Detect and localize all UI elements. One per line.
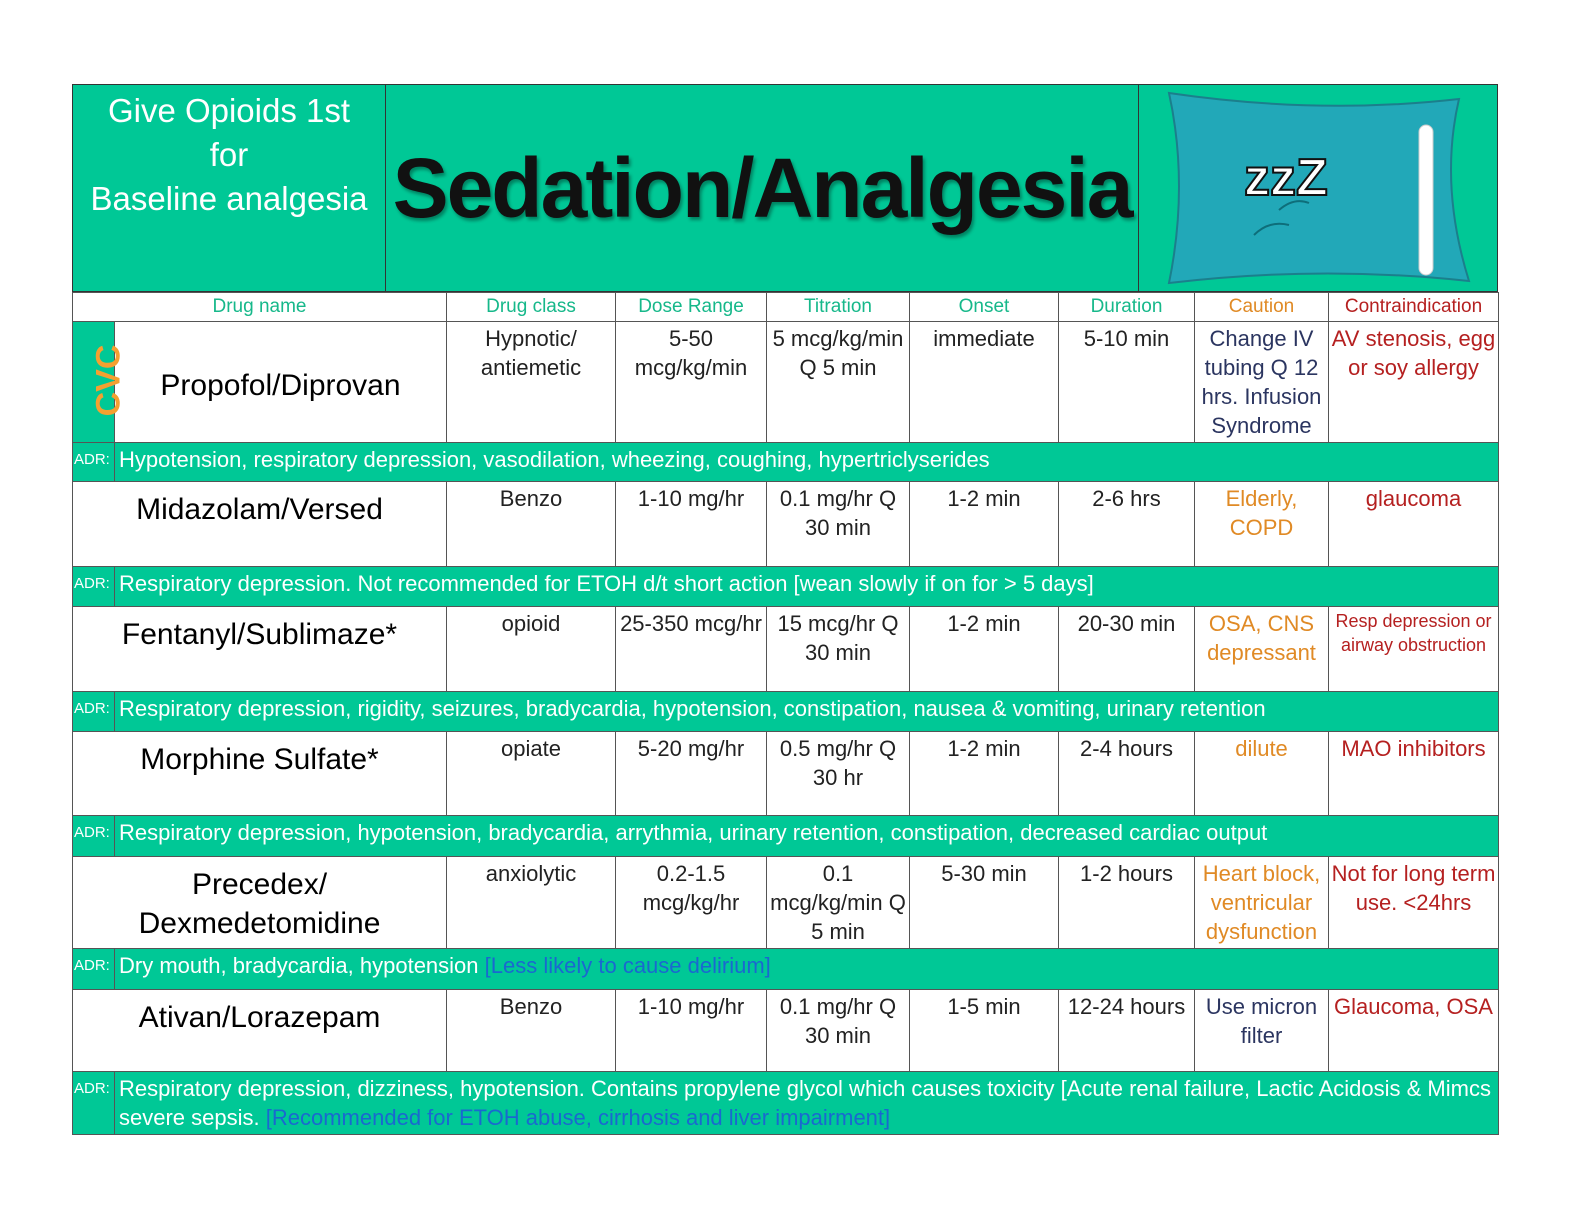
titration: 0.1 mg/hr Q 30 min xyxy=(767,482,910,567)
adr-text xyxy=(115,816,1499,857)
adr-effects: Respiratory depression, dizziness, hypotension. Contains propylene glycol which causes toxicity [Acute renal failure, Lactic Acidosis & Mimcs severe sepsis. xyxy=(119,1076,1491,1130)
duration: 1-2 hours xyxy=(1059,857,1195,949)
titration: 0.1 mcg/kg/min Q 5 min xyxy=(767,857,910,949)
header-duration: Duration xyxy=(1059,293,1195,322)
drug-row xyxy=(73,990,1499,1072)
titration: 5 mcg/kg/min Q 5 min xyxy=(767,322,910,443)
onset: 1-2 min xyxy=(910,607,1059,692)
contraindication: AV stenosis, egg or soy allergy xyxy=(1329,322,1499,443)
note-line-1: Give Opioids 1st xyxy=(107,92,351,129)
pillow-illustration xyxy=(1138,85,1497,291)
header-onset: Onset xyxy=(910,293,1059,322)
drug-row xyxy=(73,607,1499,692)
caution: Use micron filter xyxy=(1195,990,1329,1072)
drug-row xyxy=(73,857,1499,949)
contraindication: Not for long term use. <24hrs xyxy=(1329,857,1499,949)
adr-row xyxy=(73,443,1499,482)
drug-name: Fentanyl/Sublimaze* xyxy=(73,607,447,692)
adr-effects: Respiratory depression, rigidity, seizures, bradycardia, hypotension, constipation, nausea & vomiting, urinary retention xyxy=(119,696,1266,721)
adr-text xyxy=(115,692,1499,732)
titration: 0.1 mg/hr Q 30 min xyxy=(767,990,910,1072)
duration: 2-4 hours xyxy=(1059,732,1195,816)
adr-row xyxy=(73,692,1499,732)
note-line-2: for xyxy=(209,136,249,173)
adr-effects: Respiratory depression. Not recommended for ETOH d/t short action [wean slowly if on for > 5 days] xyxy=(119,571,1094,596)
adr-label: ADR: xyxy=(73,949,115,990)
duration: 12-24 hours xyxy=(1059,990,1195,1072)
adr-label: ADR: xyxy=(73,816,115,857)
drug-class: Hypnotic/ antiemetic xyxy=(447,322,616,443)
adr-label: ADR: xyxy=(73,692,115,732)
header-titration: Titration xyxy=(767,293,910,322)
drug-name: Morphine Sulfate* xyxy=(73,732,447,816)
drug-row xyxy=(73,732,1499,816)
dose-range: 5-20 mg/hr xyxy=(616,732,767,816)
drug-table xyxy=(72,292,1499,1135)
opioid-note xyxy=(73,85,386,291)
drug-name: Midazolam/Versed xyxy=(73,482,447,567)
column-headers xyxy=(73,293,1499,322)
header-banner xyxy=(72,84,1498,292)
drug-name: Precedex/ Dexmedetomidine xyxy=(73,857,447,949)
onset: immediate xyxy=(910,322,1059,443)
contraindication: Resp depression or airway obstruction xyxy=(1329,607,1499,692)
adr-text xyxy=(115,1072,1499,1135)
drug-class: Benzo xyxy=(447,990,616,1072)
cvc-label xyxy=(73,322,128,443)
adr-label: ADR: xyxy=(73,1072,115,1135)
adr-note: [Recommended for ETOH abuse, cirrhosis and liver impairment] xyxy=(265,1105,891,1130)
titration: 15 mcg/hr Q 30 min xyxy=(767,607,910,692)
adr-label: ADR: xyxy=(73,443,115,482)
note-line-3: Baseline analgesia xyxy=(90,180,368,217)
caution: dilute xyxy=(1195,732,1329,816)
drug-class: anxiolytic xyxy=(447,857,616,949)
caution: Elderly, COPD xyxy=(1195,482,1329,567)
drug-class: opioid xyxy=(447,607,616,692)
adr-row xyxy=(73,949,1499,990)
header-dose-range: Dose Range xyxy=(616,293,767,322)
dose-range: 1-10 mg/hr xyxy=(616,482,767,567)
drug-class: Benzo xyxy=(447,482,616,567)
titration: 0.5 mg/hr Q 30 hr xyxy=(767,732,910,816)
dose-range: 0.2-1.5 mcg/kg/hr xyxy=(616,857,767,949)
contraindication: MAO inhibitors xyxy=(1329,732,1499,816)
drug-reference-sheet xyxy=(72,84,1498,1135)
onset: 5-30 min xyxy=(910,857,1059,949)
drug-row xyxy=(73,482,1499,567)
cvc-text: CVC xyxy=(89,344,128,417)
adr-text xyxy=(115,567,1499,607)
adr-row xyxy=(73,816,1499,857)
adr-effects: Hypotension, respiratory depression, vasodilation, wheezing, coughing, hypertriclyserides xyxy=(119,447,990,472)
duration: 2-6 hrs xyxy=(1059,482,1195,567)
adr-text xyxy=(115,949,1499,990)
drug-name: Ativan/Lorazepam xyxy=(73,990,447,1072)
adr-text xyxy=(115,443,1499,482)
contraindication: glaucoma xyxy=(1329,482,1499,567)
adr-row xyxy=(73,1072,1499,1135)
contraindication: Glaucoma, OSA xyxy=(1329,990,1499,1072)
onset: 1-2 min xyxy=(910,482,1059,567)
adr-label: ADR: xyxy=(73,567,115,607)
adr-note: [Less likely to cause delirium] xyxy=(484,953,771,978)
adr-row xyxy=(73,567,1499,607)
onset: 1-2 min xyxy=(910,732,1059,816)
header-contraindication: Contraindication xyxy=(1329,293,1499,322)
adr-effects: Dry mouth, bradycardia, hypotension xyxy=(119,953,479,978)
onset: 1-5 min xyxy=(910,990,1059,1072)
caution: Heart block, ventricular dysfunction xyxy=(1195,857,1329,949)
duration: 5-10 min xyxy=(1059,322,1195,443)
adr-effects: Respiratory depression, hypotension, bradycardia, arrythmia, urinary retention, constipation, decreased cardiac output xyxy=(119,820,1268,845)
header-drug-class: Drug class xyxy=(447,293,616,322)
pillow-icon xyxy=(1139,85,1497,291)
drug-name: Propofol/Diprovan xyxy=(115,322,447,443)
page-title: Sedation/Analgesia xyxy=(392,140,1132,235)
caution: Change IV tubing Q 12 hrs. Infusion Syndrome xyxy=(1195,322,1329,443)
zzz-text: zzZ xyxy=(1244,149,1328,207)
dose-range: 25-350 mcg/hr xyxy=(616,607,767,692)
header-drug-name: Drug name xyxy=(73,293,447,322)
duration: 20-30 min xyxy=(1059,607,1195,692)
dose-range: 1-10 mg/hr xyxy=(616,990,767,1072)
drug-row xyxy=(73,322,1499,443)
caution: OSA, CNS depressant xyxy=(1195,607,1329,692)
header-caution: Caution xyxy=(1195,293,1329,322)
drug-class: opiate xyxy=(447,732,616,816)
dose-range: 5-50 mcg/kg/min xyxy=(616,322,767,443)
